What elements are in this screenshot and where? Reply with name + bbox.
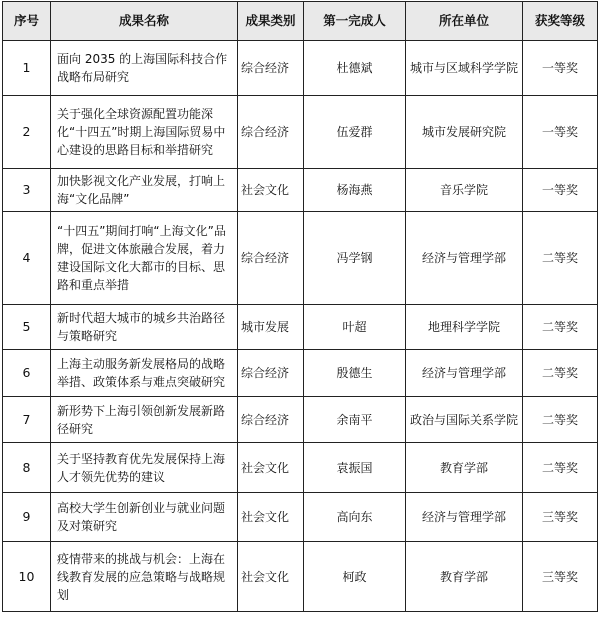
achievement-name: 上海主动服务新发展格局的战略举措、政策体系与难点突破研究 [51, 350, 238, 397]
achievement-name: 加快影视文化产业发展，打响上海“文化品牌” [51, 169, 238, 212]
award-level: 二等奖 [523, 212, 598, 305]
achievement-category: 社会文化 [238, 493, 304, 542]
award-level: 三等奖 [523, 493, 598, 542]
first-author: 叶超 [304, 305, 406, 350]
achievement-category: 城市发展 [238, 305, 304, 350]
row-number: 10 [3, 542, 51, 612]
achievement-category: 社会文化 [238, 443, 304, 493]
achievement-name: 关于强化全球资源配置功能深化“十四五”时期上海国际贸易中心建设的思路目标和举措研究 [51, 96, 238, 169]
header-author: 第一完成人 [304, 2, 406, 41]
header-no: 序号 [3, 2, 51, 41]
table-row [3, 542, 598, 612]
affiliation: 经济与管理学部 [406, 493, 523, 542]
award-level: 二等奖 [523, 350, 598, 397]
affiliation: 音乐学院 [406, 169, 523, 212]
header-category: 成果类别 [238, 2, 304, 41]
first-author: 殷德生 [304, 350, 406, 397]
achievement-category: 社会文化 [238, 169, 304, 212]
row-number: 3 [3, 169, 51, 212]
achievement-name: 疫情带来的挑战与机会：上海在线教育发展的应急策略与战略规划 [51, 542, 238, 612]
row-number: 7 [3, 397, 51, 443]
affiliation: 经济与管理学部 [406, 350, 523, 397]
award-level: 二等奖 [523, 305, 598, 350]
achievement-category: 社会文化 [238, 542, 304, 612]
table-row [3, 212, 598, 305]
award-level: 三等奖 [523, 542, 598, 612]
achievement-category: 综合经济 [238, 96, 304, 169]
header-award: 获奖等级 [523, 2, 598, 41]
table-row [3, 96, 598, 169]
achievement-name: 关于坚持教育优先发展保持上海人才领先优势的建议 [51, 443, 238, 493]
affiliation: 经济与管理学部 [406, 212, 523, 305]
affiliation: 城市与区域科学学院 [406, 41, 523, 96]
award-level: 一等奖 [523, 96, 598, 169]
first-author: 高向东 [304, 493, 406, 542]
achievement-name: 高校大学生创新创业与就业问题及对策研究 [51, 493, 238, 542]
affiliation: 城市发展研究院 [406, 96, 523, 169]
achievement-category: 综合经济 [238, 41, 304, 96]
achievement-name: 新时代超大城市的城乡共治路径与策略研究 [51, 305, 238, 350]
first-author: 冯学钢 [304, 212, 406, 305]
first-author: 柯政 [304, 542, 406, 612]
first-author: 袁振国 [304, 443, 406, 493]
achievement-category: 综合经济 [238, 350, 304, 397]
table-row [3, 493, 598, 542]
row-number: 8 [3, 443, 51, 493]
achievement-name: 面向 2035 的上海国际科技合作战略布局研究 [51, 41, 238, 96]
affiliation: 教育学部 [406, 443, 523, 493]
first-author: 杨海燕 [304, 169, 406, 212]
award-level: 一等奖 [523, 169, 598, 212]
row-number: 5 [3, 305, 51, 350]
row-number: 9 [3, 493, 51, 542]
award-level: 一等奖 [523, 41, 598, 96]
achievement-category: 综合经济 [238, 397, 304, 443]
header-name: 成果名称 [51, 2, 238, 41]
achievement-name: 新形势下上海引领创新发展新路径研究 [51, 397, 238, 443]
row-number: 4 [3, 212, 51, 305]
first-author: 杜德斌 [304, 41, 406, 96]
first-author: 伍爱群 [304, 96, 406, 169]
header-row [3, 2, 598, 41]
table-row [3, 305, 598, 350]
row-number: 2 [3, 96, 51, 169]
award-level: 二等奖 [523, 397, 598, 443]
award-level: 二等奖 [523, 443, 598, 493]
table-row [3, 397, 598, 443]
row-number: 6 [3, 350, 51, 397]
table-row [3, 350, 598, 397]
affiliation: 教育学部 [406, 542, 523, 612]
table-row [3, 41, 598, 96]
achievement-category: 综合经济 [238, 212, 304, 305]
table-row [3, 443, 598, 493]
header-unit: 所在单位 [406, 2, 523, 41]
row-number: 1 [3, 41, 51, 96]
affiliation: 政治与国际关系学院 [406, 397, 523, 443]
affiliation: 地理科学学院 [406, 305, 523, 350]
first-author: 余南平 [304, 397, 406, 443]
table-row [3, 169, 598, 212]
awards-table [2, 1, 598, 612]
achievement-name: “十四五”期间打响“上海文化”品牌，促进文体旅融合发展，着力建设国际文化大都市的目标、思路和重点举措 [51, 212, 238, 305]
